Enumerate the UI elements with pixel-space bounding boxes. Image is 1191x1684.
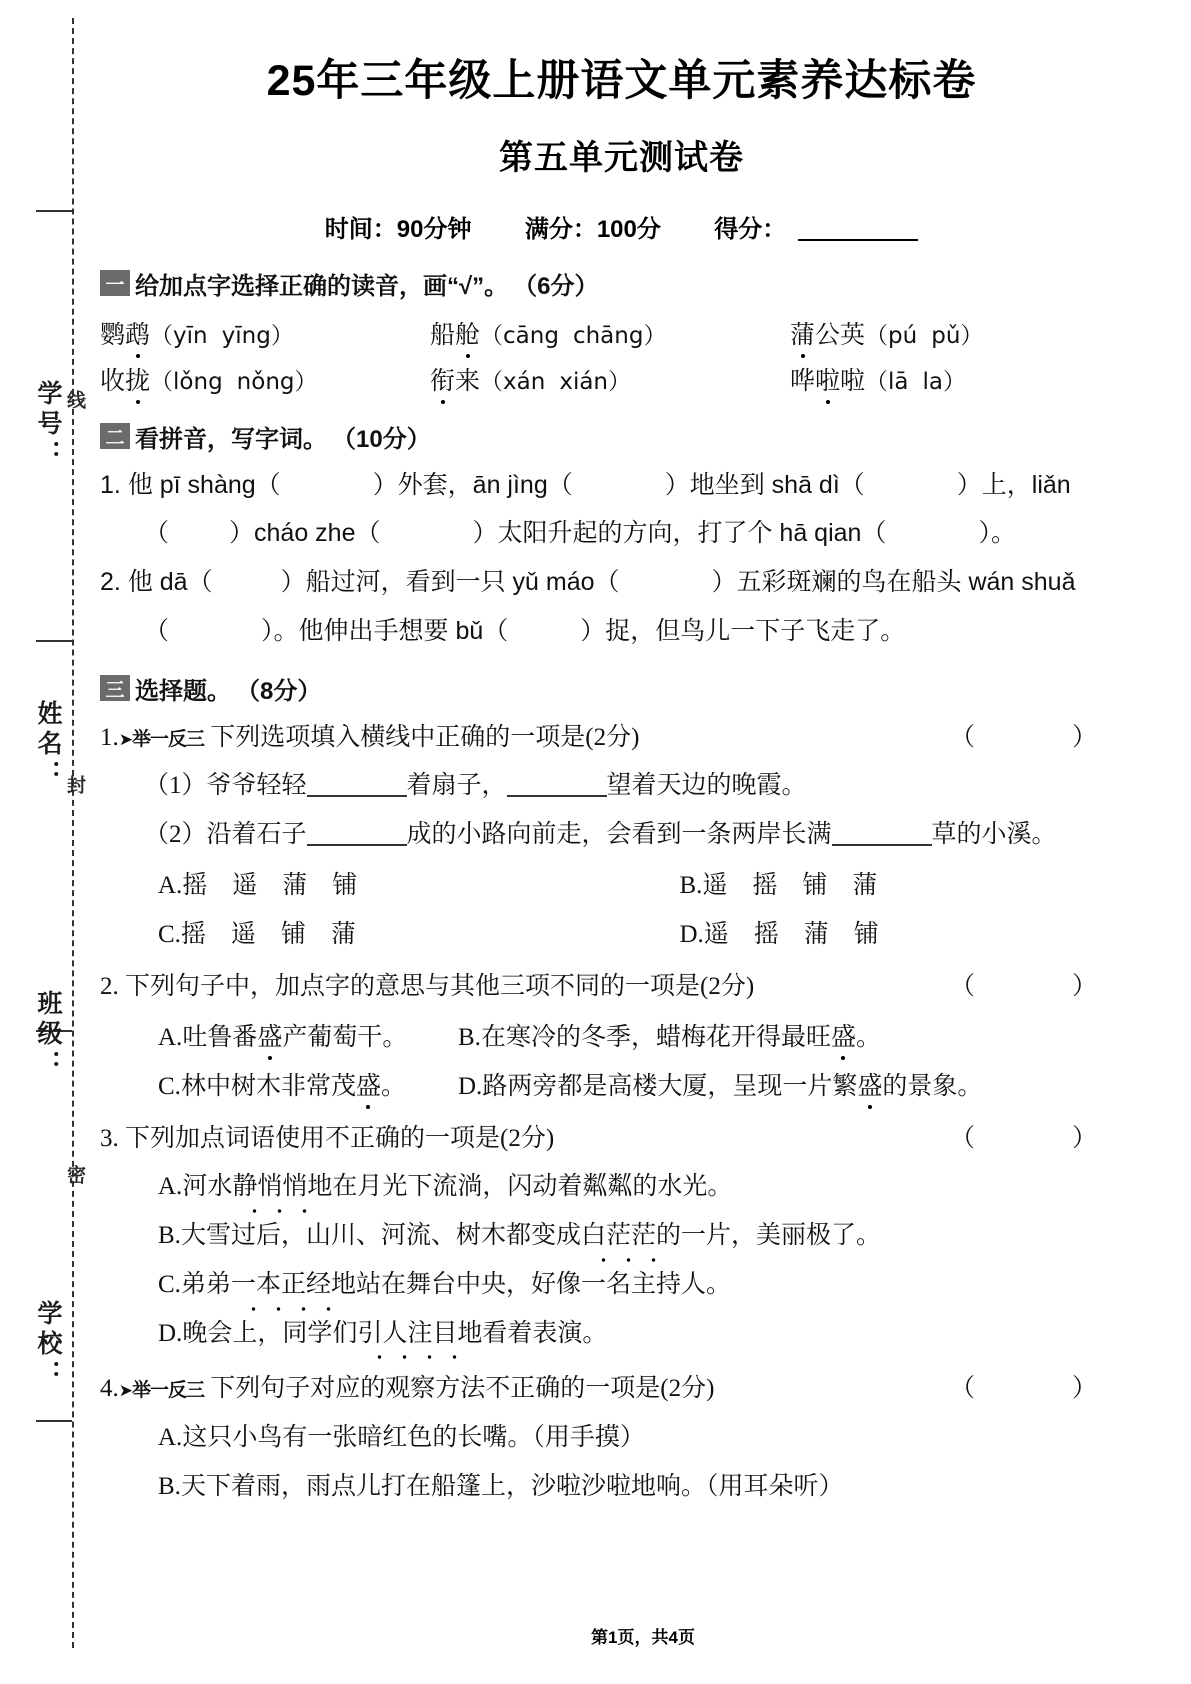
s3-q1-sub2: [100, 818, 1143, 852]
s2-q2-line2: [100, 615, 1143, 649]
s3-q1-option-d[interactable]: D.遥 摇 蒲 铺: [679, 920, 879, 948]
underline-blank[interactable]: [307, 844, 407, 846]
s3-q1-sub1: [100, 769, 1143, 803]
dotted-char: 鹉: [125, 315, 150, 351]
question-text: 下列加点词语使用不正确的一项是(2分): [125, 1124, 555, 1152]
pinyin-option[interactable]: yīng: [221, 322, 271, 349]
pinyin-option[interactable]: lā: [888, 368, 909, 395]
s3-q1-option-a[interactable]: A.摇 遥 蒲 铺: [158, 871, 358, 899]
s3-q2-option-a[interactable]: A.吐鲁番盛产葡萄干。: [158, 1017, 458, 1053]
s2-q1-line2: [100, 517, 1143, 551]
section-3-title: 选择题。: [135, 677, 231, 705]
score-blank[interactable]: [798, 239, 918, 241]
dotted-char: 蒲: [790, 315, 815, 351]
question-text: 下列句子对应的观察方法不正确的一项是(2分): [210, 1375, 715, 1403]
exam-page: [95, 0, 1191, 1684]
section-1-title: 给加点字选择正确的读音，画“√”。: [135, 272, 509, 300]
jyfs-tag: ➤举一反三: [118, 728, 205, 750]
s3-q3-option-c[interactable]: C.弟弟一本正经地站在舞台中央，好像一名主持人。: [100, 1268, 1143, 1302]
question-number: 2.: [100, 972, 119, 1000]
s3-q2-answer-bracket[interactable]: （ ）: [949, 972, 1133, 1000]
s3-q1-option-c[interactable]: C.摇 遥 铺 蒲: [158, 920, 356, 948]
s3-q4-stem: [100, 1372, 1143, 1406]
margin-label-name: 姓名：: [34, 700, 62, 790]
question-text: 草的小溪。: [931, 821, 1057, 849]
dotted-char: 盛: [356, 1066, 381, 1102]
margin-tick: [36, 640, 72, 642]
dotted-phrase: 静悄悄: [232, 1170, 307, 1204]
question-number: 1.: [100, 723, 119, 751]
underline-blank[interactable]: [507, 795, 607, 797]
s3-q3-stem: [100, 1122, 1143, 1156]
question-text: 下列选项填入横线中正确的一项是(2分): [210, 723, 640, 751]
section-3-header: [100, 671, 1143, 706]
underline-blank[interactable]: [832, 844, 932, 846]
question-text: ）地坐到 shā dì（: [664, 470, 865, 499]
dotted-char: 盛: [257, 1017, 282, 1053]
question-text: （2）沿着石子: [144, 821, 307, 849]
s3-q4-option-a[interactable]: A.这只小鸟有一张暗红色的长嘴。（用手摸）: [158, 1424, 645, 1452]
page-subtitle: 第五单元测试卷: [499, 138, 744, 177]
s3-q2-stem: [100, 970, 1143, 1004]
pinyin-item-hualala[interactable]: 哗啦啦（lā la）: [790, 361, 1143, 397]
question-text: ）外套，ān jìng（: [372, 470, 573, 499]
word-char: 船: [430, 320, 456, 349]
total-score-label: 满分：100分: [524, 215, 661, 243]
pinyin-item-yingwu[interactable]: 鹦鹉（yīn yīng）: [100, 315, 430, 351]
question-text: ）cháo zhe（: [229, 519, 381, 548]
sealing-dashed-line: [72, 18, 74, 1648]
time-label: 时间：90分钟: [324, 215, 472, 243]
dotted-phrase: 一本正经: [231, 1268, 331, 1302]
pinyin-option[interactable]: la: [922, 368, 944, 395]
underline-blank[interactable]: [307, 795, 407, 797]
dotted-char: 盛: [857, 1066, 882, 1102]
question-text: ）上，liǎn: [956, 470, 1071, 499]
dotted-char: 拢: [125, 361, 150, 397]
s3-q3-answer-bracket[interactable]: （ ）: [949, 1124, 1133, 1152]
margin-label-class: 班级：: [34, 990, 62, 1080]
dotted-char: 盛: [831, 1017, 856, 1053]
dotted-phrase: 引人注目: [357, 1317, 457, 1351]
question-number: 2.: [100, 568, 121, 597]
s3-q1-option-b[interactable]: B.遥 摇 铺 蒲: [679, 871, 878, 899]
s3-q3-option-a[interactable]: A.河水静悄悄地在月光下流淌，闪动着粼粼的水光。: [100, 1170, 1143, 1204]
margin-label-school: 学校：: [34, 1300, 62, 1390]
question-text: ）。: [978, 519, 1016, 548]
question-text: 下列句子中，加点字的意思与其他三项不同的一项是(2分): [125, 972, 755, 1000]
word-char: 鹦: [100, 320, 126, 349]
pinyin-option[interactable]: xián: [559, 368, 609, 395]
s2-q2-line1: [100, 566, 1143, 600]
s3-q1-options-row-2: [100, 914, 1143, 950]
page-title: 25年三年级上册语文单元素养达标卷: [266, 57, 977, 105]
s2-q1-line1: [100, 469, 1143, 503]
sealing-margin: [0, 0, 95, 1684]
jyfs-tag: ➤举一反三: [118, 1380, 205, 1402]
pinyin-option[interactable]: nǒng: [236, 368, 295, 395]
question-text: ）五彩斑斓的鸟在船头 wán shuǎ: [711, 568, 1076, 597]
section-2-badge: 二: [100, 423, 130, 449]
dotted-char: 舱: [455, 315, 480, 351]
dotted-char: 衔: [430, 361, 455, 397]
section-1-header: [100, 266, 1143, 301]
question-text: ）。他伸出手想要 bǔ（: [261, 616, 509, 645]
pinyin-option[interactable]: cāng: [503, 322, 559, 349]
word-char: 哗: [790, 366, 816, 395]
section-2-title: 看拼音，写字词。: [135, 425, 327, 453]
section-1-points: （6分）: [513, 272, 599, 300]
question-text: （1）爷爷轻轻: [144, 772, 307, 800]
pinyin-option[interactable]: chāng: [572, 322, 644, 349]
question-text: （: [144, 616, 170, 645]
s3-q1-stem: [100, 721, 1143, 755]
dotted-phrase: 白茫茫: [581, 1219, 656, 1253]
section-1-badge: 一: [100, 270, 130, 296]
question-text: 他 dā（: [127, 568, 213, 597]
s3-q2-option-b[interactable]: B.在寒冷的冬季，蜡梅花开得最旺盛。: [458, 1017, 881, 1053]
dotted-char: 啦: [815, 361, 840, 397]
seal-char-mi: 密: [64, 1165, 85, 1184]
question-number: 4.: [100, 1375, 119, 1403]
seal-char-line: 线: [64, 390, 85, 409]
s3-q2-option-c[interactable]: C.林中树木非常茂盛。: [158, 1066, 458, 1102]
s3-q2-options-row-1: [100, 1017, 1143, 1053]
page-footer: 第1页，共4页: [591, 1628, 695, 1647]
pinyin-item-xianlai[interactable]: 衔来（xán xián）: [430, 361, 790, 397]
question-number: 3.: [100, 1124, 119, 1152]
pinyin-option[interactable]: pǔ: [931, 322, 961, 349]
margin-tick: [36, 210, 72, 212]
question-text: ）捉，但鸟儿一下子飞走了。: [580, 616, 906, 645]
pinyin-option[interactable]: xán: [503, 368, 546, 395]
question-number: 1.: [100, 470, 121, 499]
word-char: 收: [100, 366, 126, 395]
pinyin-item-chuancang[interactable]: 船舱（cāng chāng）: [430, 315, 790, 351]
s3-q2-option-d[interactable]: D.路两旁都是高楼大厦，呈现一片繁盛的景象。: [458, 1066, 982, 1102]
question-text: 成的小路向前走，会看到一条两岸长满: [406, 821, 832, 849]
word-char: 来: [455, 366, 481, 395]
pinyin-choice-grid: [100, 315, 1143, 397]
s3-q1-answer-bracket[interactable]: （ ）: [949, 723, 1133, 751]
pinyin-option[interactable]: lǒng: [173, 368, 223, 395]
margin-label-student-id: 学号：: [34, 380, 62, 470]
question-text: ）太阳升起的方向，打了个 hā qian（: [472, 519, 887, 548]
pinyin-item-pugongying[interactable]: 蒲公英（pú pǔ）: [790, 315, 1143, 351]
s3-q4-answer-bracket[interactable]: （ ）: [949, 1375, 1133, 1403]
s3-q3-option-b[interactable]: B.大雪过后，山川、河流、树木都变成白茫茫的一片，美丽极了。: [100, 1219, 1143, 1253]
s3-q3-option-d[interactable]: D.晚会上，同学们引人注目地看着表演。: [100, 1317, 1143, 1351]
question-text: 望着天边的晚霞。: [606, 772, 807, 800]
question-text: 着扇子，: [406, 772, 507, 800]
s3-q1-options-row-1: [100, 865, 1143, 901]
s3-q2-options-row-2: [100, 1066, 1143, 1102]
word-char: 啦: [840, 366, 866, 395]
section-3-points: （8分）: [236, 677, 322, 705]
pinyin-item-shoulong[interactable]: 收拢（lǒng nǒng）: [100, 361, 430, 397]
exam-meta-row: [100, 209, 1143, 244]
seal-char-feng: 封: [64, 775, 85, 794]
section-2-header: [100, 419, 1143, 454]
s3-q4-option-b[interactable]: B.天下着雨，雨点儿打在船篷上，沙啦沙啦地响。（用耳朵听）: [158, 1472, 844, 1500]
word-char: 公英: [815, 320, 866, 349]
question-text: （: [144, 519, 170, 548]
question-text: ）船过河，看到一只 yǔ máo（: [280, 568, 620, 597]
section-2-points: （10分）: [332, 425, 431, 453]
margin-tick: [36, 1420, 72, 1422]
pinyin-option[interactable]: yīn: [173, 322, 208, 349]
question-text: 他 pī shàng（: [127, 470, 281, 499]
score-label: 得分：: [714, 215, 787, 243]
pinyin-option[interactable]: pú: [888, 322, 918, 349]
section-3-badge: 三: [100, 675, 130, 701]
